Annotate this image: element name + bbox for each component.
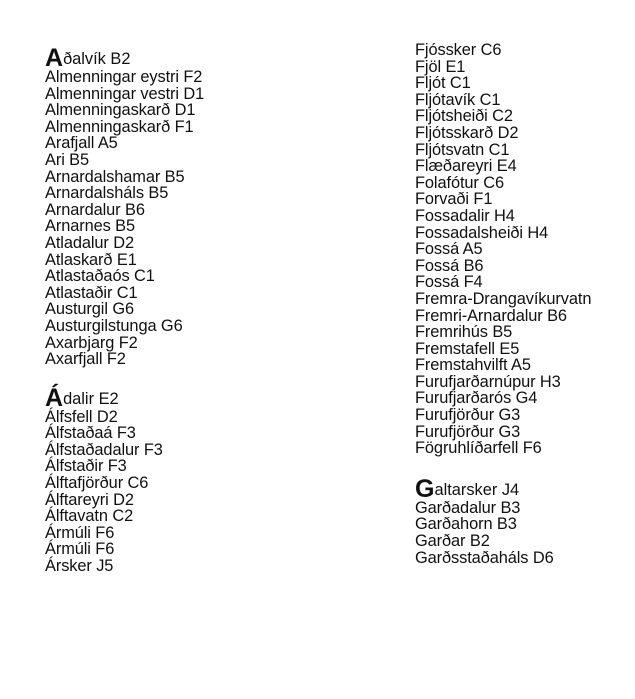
index-entry: Álftavatn C2 [45,507,134,526]
index-entry: Arnardalshamar B5 [45,167,185,186]
index-entry: Garðahorn B3 [415,515,517,534]
index-column-right [415,42,635,566]
index-entry: Fljót C1 [415,74,471,93]
section-initial-a: A [45,44,64,72]
index-entry: Furufjörður G3 [415,406,521,425]
index-entry: Arafjall A5 [45,134,118,153]
index-entry: Almenningar eystri F2 [45,68,203,86]
index-entry: Arnardalsháls B5 [45,184,169,203]
index-entry: Garðsstaðaháls D6 [415,548,554,567]
index-entry: Almenningaskarð F1 [45,117,194,136]
index-entry: dalir E2 [63,389,119,408]
index-entry: Almenningar vestri D1 [45,84,205,103]
index-entry: Fremra-Drangavíkurvatn [415,289,592,308]
index-entry: Fossadalsheiði H4 [415,223,549,242]
index-entry: Álftareyri D2 [45,490,134,509]
index-entry: Fremri-Arnardalur B6 [415,306,567,325]
index-list-g [415,500,635,566]
section-heading-a-acute [45,383,375,412]
index-entry: Atlastaðir C1 [45,283,138,302]
index-entry: Ármúli F6 [45,523,115,542]
index-entry: Fossadalir H4 [415,206,515,225]
index-entry: Fljótsskarð D2 [415,123,519,142]
index-entry: Folafótur C6 [415,173,504,192]
index-entry: altarsker J4 [434,480,520,499]
section-heading-a [45,44,375,72]
index-entry: Álfstaðadalur F3 [45,440,163,459]
index-entry: Ármúli F6 [45,540,115,559]
index-entry: Furufjörður G3 [415,422,521,441]
index-entry: Fossá B6 [415,256,484,275]
index-entry: Fljótavík C1 [415,90,501,109]
index-entry: Fljótsheiði C2 [415,107,513,126]
index-entry: Álfstaðaá F3 [45,424,136,443]
index-entry: Almenningaskarð D1 [45,101,196,120]
index-entry: Axarfjall F2 [45,350,126,369]
index-list-a-acute [45,409,375,575]
index-entry: Arnardalur B6 [45,200,145,219]
index-entry: Garðar B2 [415,532,490,551]
index-entry: Fremstahvilft A5 [415,356,531,375]
index-entry: Fjöl E1 [415,57,466,76]
index-entry: Furufjarðarnúpur H3 [415,372,561,391]
index-entry: Fjóssker C6 [415,41,502,59]
index-entry: Fögruhlíðarfell F6 [415,439,542,458]
index-entry: Garðadalur B3 [415,498,521,517]
index-entry: Fossá A5 [415,240,483,259]
index-entry: Forvaði F1 [415,190,493,209]
section-initial-g: G [415,474,435,503]
index-entry: Fremrihús B5 [415,323,513,342]
index-entry: Álfstaðir F3 [45,457,127,476]
index-entry: Fremstafell E5 [415,339,520,358]
index-entry: Arnarnes B5 [45,217,136,236]
index-entry: Ársker J5 [45,557,114,576]
index-entry: Álfsfell D2 [45,407,118,426]
index-entry: Austurgilstunga G6 [45,316,183,335]
index-entry: Atlaskarð E1 [45,250,137,269]
index-list-a [45,69,375,368]
index-entry: Atlastaðaós C1 [45,267,155,286]
index-column-left [45,44,375,576]
index-entry: Austurgil G6 [45,300,134,319]
index-entry: Álftafjörður C6 [45,474,149,493]
index-entry: Flæðareyri E4 [415,157,517,176]
section-heading-g [415,474,635,503]
index-entry: Ari B5 [45,150,90,169]
index-entry: Fossá F4 [415,273,483,292]
index-entry: ðalvík B2 [63,50,131,68]
section-initial-a-acute: Á [45,383,64,412]
index-entry: Furufjarðarós G4 [415,389,538,408]
index-entry: Atladalur D2 [45,233,134,252]
index-entry: Axarbjarg F2 [45,333,138,352]
index-list-f [415,42,635,457]
index-entry: Fljótsvatn C1 [415,140,510,159]
